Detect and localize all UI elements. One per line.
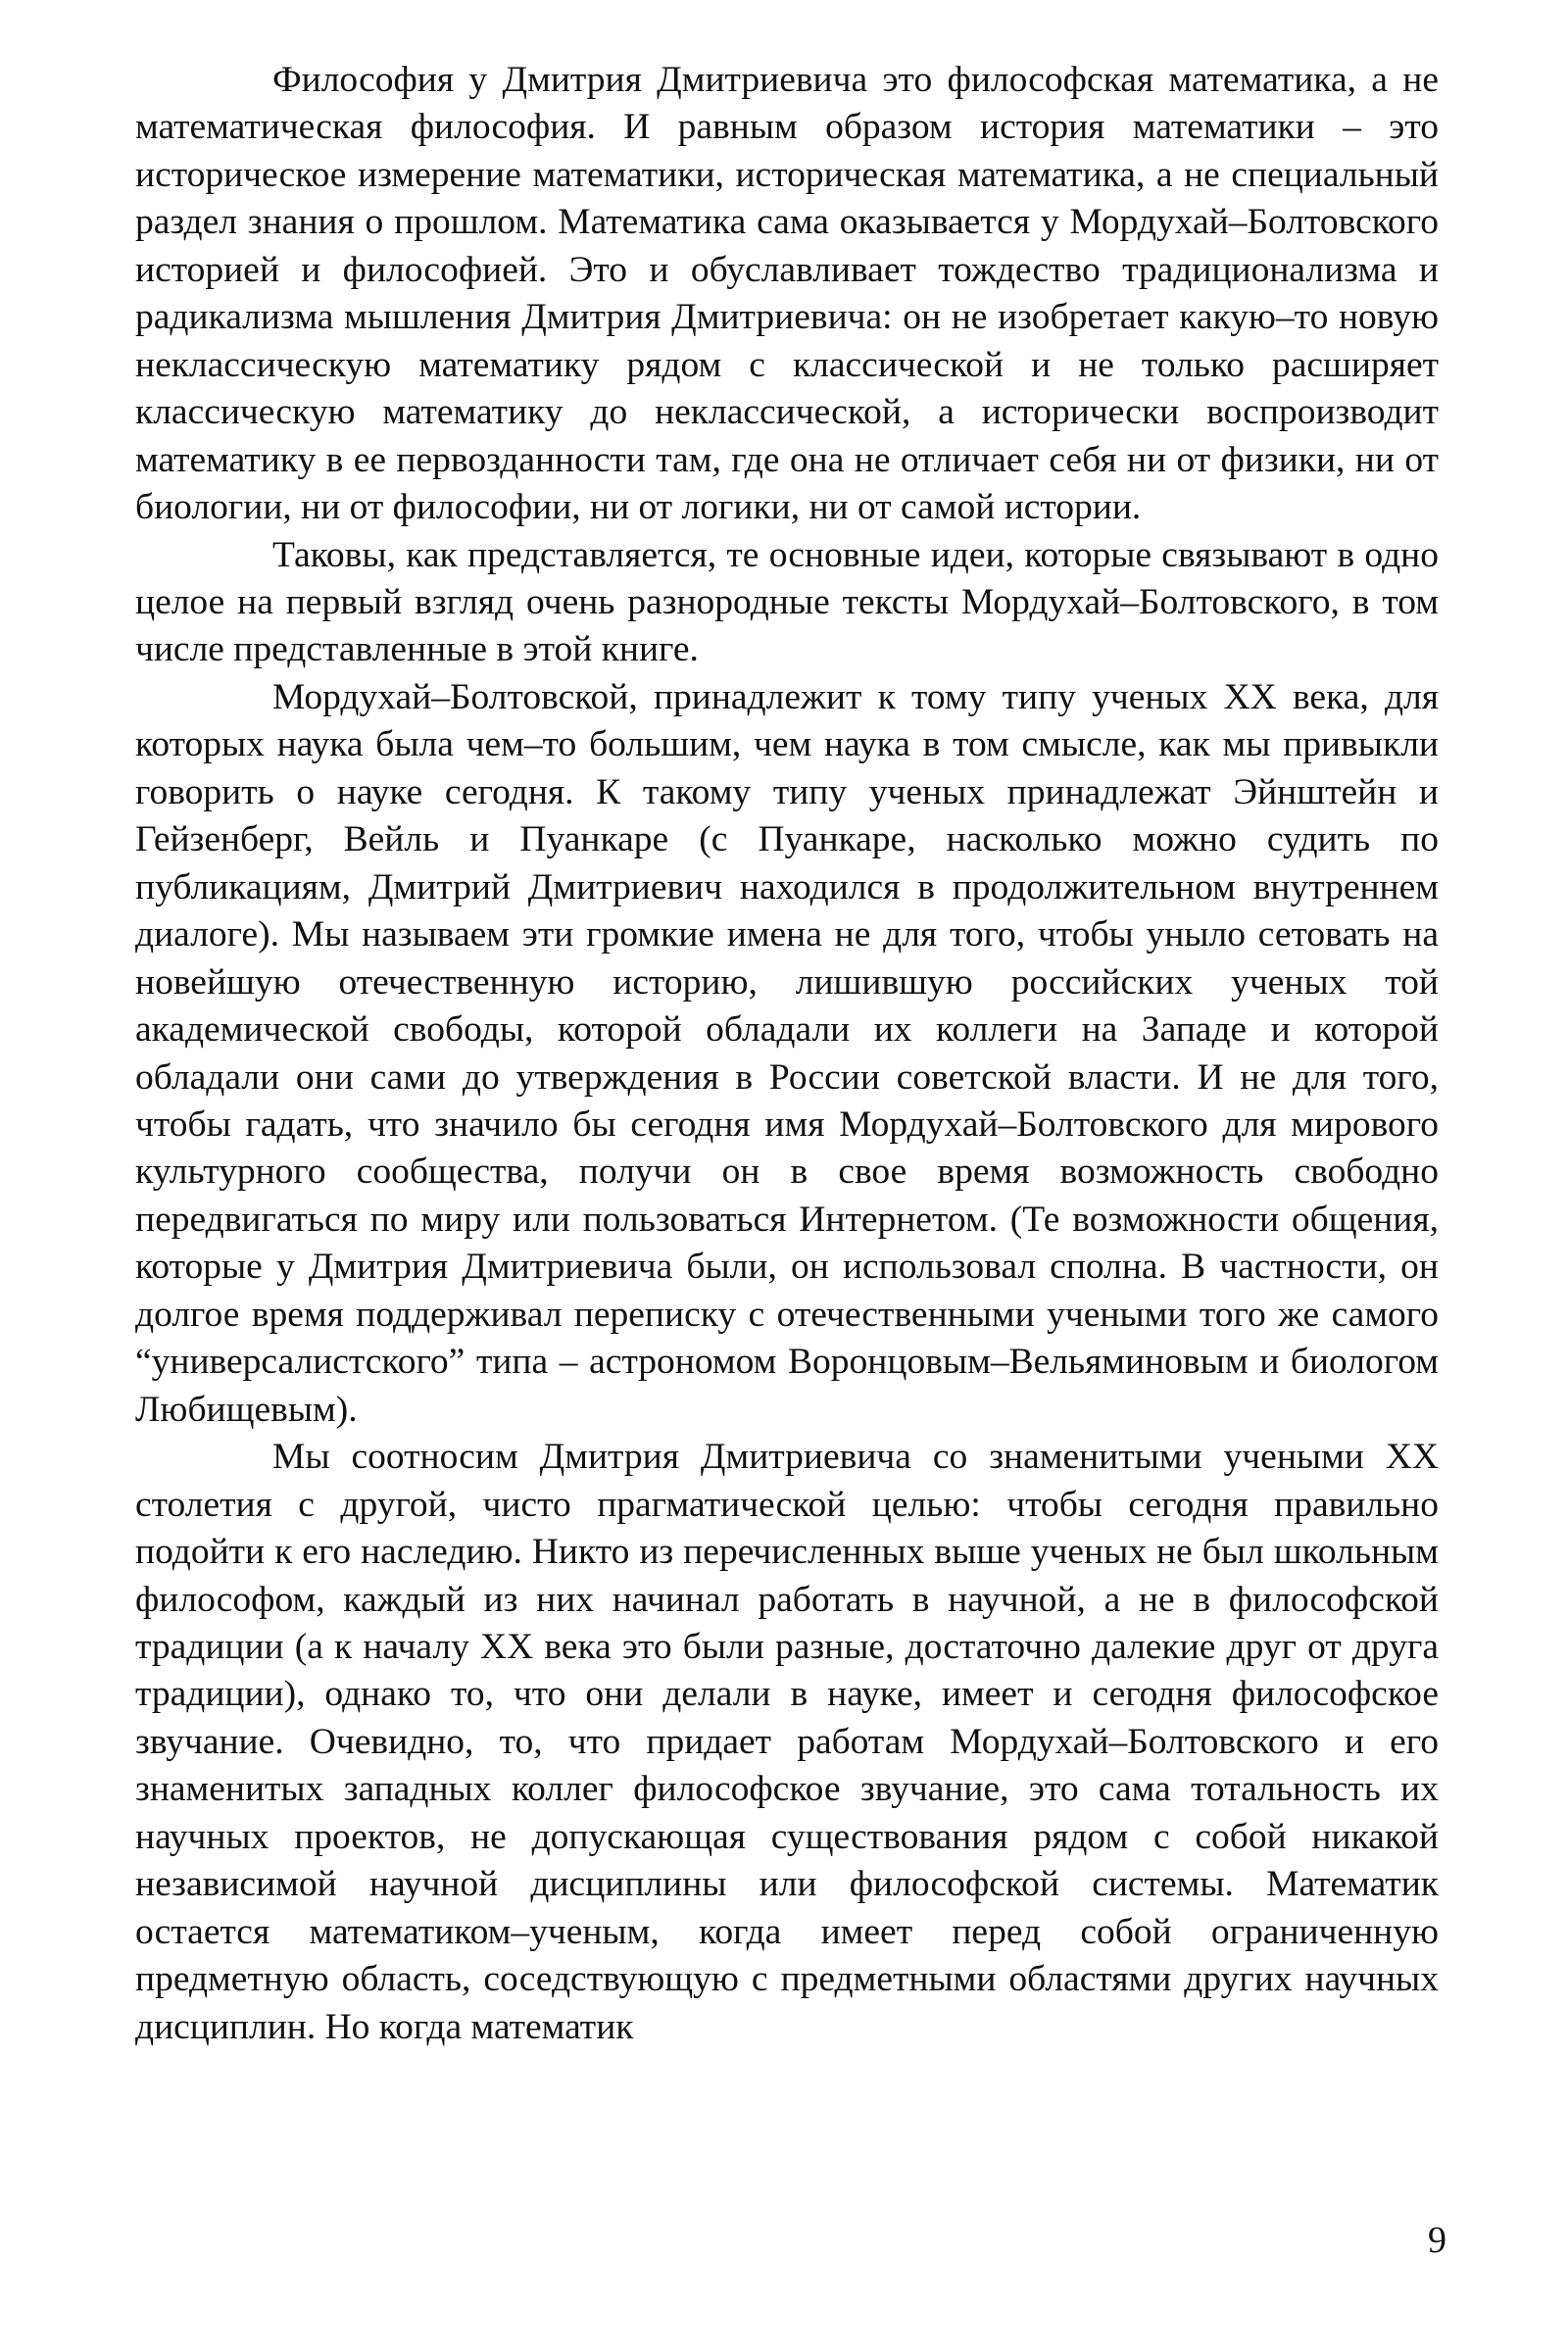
paragraph-2: Таковы, как представляется, те основные идеи, которые связывают в одно целое на первый взгляд очень разнородные тексты Мордухай–Болтовского, в том числе представленные в этой книге. [135,534,1439,670]
paragraph-4: Мы соотносим Дмитрия Дмитриевича со знаменитыми учеными XX столетия с другой, чисто прагматической целью: чтобы сегодня правильно подойти к его наследию. Никто из перечисленных выше ученых не был школьным философом, каждый из них начинал работать в научной, а не в философской традиции (а к началу XX века это были разные, достаточно далекие друг от друга традиции), однако то, что они делали в науке, имеет и сегодня философское звучание. Очевидно, то, что придает работам Мордухай–Болтовского и его знаменитых западных коллег философское звучание, это сама тотальность их научных проектов, не допускающая существования рядом с собой никакой независимой научной дисциплины или философской системы. Математик остается математиком–ученым, когда имеет перед собой ограниченную предметную область, соседствующую с предметными областями других научных дисциплин. Но когда математик [135,1437,1439,2047]
paragraph-3: Мордухай–Болтовской, принадлежит к тому типу ученых XX века, для которых наука была чем–то большим, чем наука в том смысле, как мы привыкли говорить о науке сегодня. К такому типу ученых принадлежат Эйнштейн и Гейзенберг, Вейль и Пуанкаре (с Пуанкаре, насколько можно судить по публикациям, Дмитрий Дмитриевич находился в продолжительном внутреннем диалоге). Мы называем эти громкие имена не для того, чтобы уныло сетовать на новейшую отечественную историю, лишившую российских ученых той академической свободы, которой обладали их коллеги на Западе и которой обладали они сами до утверждения в России советской власти. И не для того, чтобы гадать, что значило бы сегодня имя Мордухай–Болтовского для мирового культурного сообщества, получи он в свое время возможность свободно передвигаться по миру или пользоваться Интернетом. (Те возможности общения, которые у Дмитрия Дмитриевича были, он использовал сполна. В частности, он долгое время поддерживал переписку с отечественными учеными того же самого “универсалистского” типа – астрономом Воронцовым–Вельяминовым и биологом Любищевым). [135,676,1439,1430]
paragraph-1: Философия у Дмитрия Дмитриевича это философская математика, а не математическая философия. И равным образом история математики – это историческое измерение математики, историческая математика, а не специальный раздел знания о прошлом. Математика сама оказывается у Мордухай–Болтовского историей и философией. Это и обуславливает тождество традиционализма и радикализма мышления Дмитрия Дмитриевича: он не изобретает какую–то новую неклассическую математику рядом с классической и не только расширяет классическую математику до неклассической, а исторически воспроизводит математику в ее первозданности там, где она не отличает себя ни от физики, ни от биологии, ни от философии, ни от логики, ни от самой истории. [135,60,1439,528]
body-text [135,57,1439,2051]
page-number: 9 [1428,2220,1446,2261]
